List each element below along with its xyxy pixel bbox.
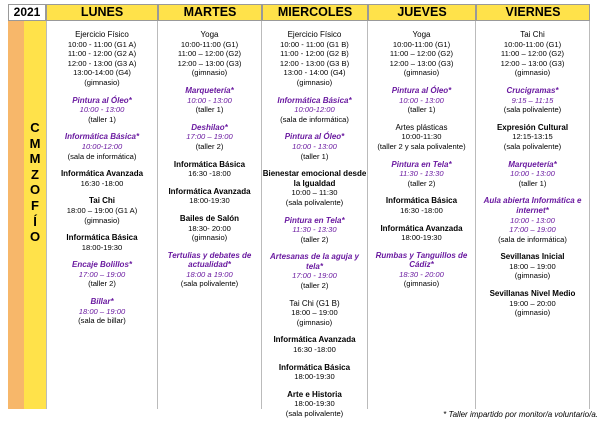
activity-name: Informática Básica* <box>277 95 352 105</box>
activity-time: 18:00 – 19:00 <box>78 306 126 316</box>
activity-name: Tai Chi <box>520 30 545 39</box>
activity-time: 18:00-19:30 <box>294 399 335 409</box>
activity-location: (taller 1) <box>88 114 116 124</box>
vertical-letter: O <box>29 182 41 198</box>
activity-block <box>47 196 157 225</box>
activity-name: Pintura en Tela* <box>391 159 452 169</box>
vertical-letter: Í <box>33 213 37 229</box>
activity-block <box>158 187 261 206</box>
activity-name: Informática Básica <box>385 196 458 206</box>
activity-name: Pintura al Óleo* <box>284 132 345 142</box>
activity-time: 11:00 – 12:00 (G2) <box>500 49 565 59</box>
activity-name: Encaje Bolillos* <box>71 260 133 270</box>
year-label: 2021 <box>8 4 46 21</box>
activity-block <box>158 123 261 152</box>
activity-time: 9:15 – 11:15 <box>511 95 554 105</box>
activity-location: (taller 1) <box>300 151 329 161</box>
activity-location: (taller 1) <box>407 105 436 115</box>
activity-time: 11:00 – 12:00 (G2) <box>177 49 242 59</box>
center-name-vertical <box>24 120 46 245</box>
activity-location: (sala de informática) <box>280 114 349 124</box>
activity-time: 10:00 - 11:00 (G1 A) <box>67 39 137 49</box>
activity-time: 10:00 - 13:00 <box>510 215 555 225</box>
day-header-lunes: LUNES <box>46 4 158 21</box>
activity-block <box>158 251 261 289</box>
activity-location: (gimnasio) <box>514 68 551 78</box>
activity-name: Bienestar emocional desde la Igualdad <box>262 169 367 188</box>
activity-name: Pintura en Tela* <box>284 215 345 225</box>
activity-block <box>476 86 589 115</box>
activity-name: Tai Chi <box>88 196 116 206</box>
activity-location: (gimnasio) <box>403 68 440 78</box>
activity-time: 10:00-12:00 <box>81 141 123 151</box>
activity-time: 11:30 - 13:30 <box>399 169 444 179</box>
activity-name: Yoga <box>200 30 219 39</box>
day-column-jueves <box>368 21 476 409</box>
activity-time: 18:00 a 19:00 <box>186 269 233 279</box>
activity-block <box>262 252 367 290</box>
activity-location: (sala de billar) <box>78 316 126 326</box>
activity-time: 12:00 – 13:00 (G3) <box>177 58 242 68</box>
activity-time: 17:00 – 19:00 <box>78 269 126 279</box>
activity-time: 12:00 – 13:00 (G3) <box>500 58 565 68</box>
activity-location: (sala polivalente) <box>503 105 562 115</box>
activity-name: Billar* <box>90 297 114 307</box>
activity-name: Bailes de Salón <box>179 213 240 223</box>
activity-name: Informática Avanzada <box>380 223 463 233</box>
activity-time: 13:00-14:00 (G4) <box>73 68 131 78</box>
footnote: * Taller impartido por monitor/a voluntario/a. <box>443 410 598 419</box>
activity-time: 10:00 - 13:00 <box>292 141 337 151</box>
activity-time: 10:00 – 11:30 <box>291 188 338 198</box>
activity-location: (sala de informática) <box>67 151 137 161</box>
activity-name: Marquetería* <box>185 85 234 95</box>
activity-time: 10:00 - 13:00 <box>399 95 444 105</box>
activity-block <box>476 289 589 318</box>
activity-block <box>158 86 261 115</box>
activity-block <box>368 160 475 189</box>
vertical-letter: O <box>29 229 41 245</box>
activity-name: Informática Avanzada <box>60 169 144 179</box>
activity-name: Informática Avanzada <box>273 335 356 345</box>
activity-name: Pintura al Óleo* <box>391 85 452 95</box>
activity-block <box>47 96 157 125</box>
activity-time: 18:00 – 19:00 <box>291 308 338 318</box>
activity-block <box>47 132 157 161</box>
activity-location: (taller 1) <box>195 105 224 115</box>
activity-location: (gimnasio) <box>296 317 333 327</box>
activity-block <box>47 30 157 88</box>
activity-location: (taller 2) <box>195 141 224 151</box>
activity-block <box>262 132 367 161</box>
activity-name: Tertulias y debates de actualidad* <box>167 250 252 270</box>
activity-location: (sala de informática) <box>498 234 567 244</box>
activity-location: (taller 2) <box>407 178 436 188</box>
activity-block <box>368 251 475 289</box>
activity-block <box>476 123 589 152</box>
activity-location: (gimnasio) <box>84 77 120 87</box>
activity-block <box>262 363 367 382</box>
activity-location: (taller 2 y sala polivalente) <box>377 141 466 151</box>
activity-time: 12:15-13:15 <box>512 132 553 142</box>
activity-location: (gimnasio) <box>191 68 228 78</box>
activity-time: 12:00 – 13:00 (G3) <box>389 58 454 68</box>
activity-block <box>476 30 589 78</box>
vertical-letter: M <box>29 135 41 151</box>
activity-time: 18:00 – 19:00 <box>509 261 556 271</box>
activity-time: 13:00 - 14:00 (G4) <box>283 68 346 78</box>
activity-time: 18:00-19:30 <box>81 242 123 252</box>
activity-time: 17:00 – 19:00 <box>509 225 556 235</box>
activity-location: (taller 1) <box>518 178 547 188</box>
activity-time: 17:00 – 19:00 <box>186 132 233 142</box>
day-column-viernes <box>476 21 590 409</box>
vertical-letter: M <box>29 151 41 167</box>
activity-block <box>262 390 367 419</box>
activity-time: 16:30 -18:00 <box>188 169 231 179</box>
activity-time: 12:00 - 13:00 (G3 A) <box>67 58 137 68</box>
activity-block <box>47 297 157 326</box>
activity-time: 10:00 - 11:00 (G1 B) <box>280 39 349 49</box>
activity-name: Informática Básica <box>173 159 246 169</box>
activity-name: Sevillanas Nivel Medio <box>489 289 576 299</box>
activity-time: 18:30- 20:00 <box>188 223 231 233</box>
activity-time: 18:00-19:30 <box>189 196 230 206</box>
activity-block <box>158 30 261 78</box>
activity-block <box>158 214 261 243</box>
activity-location: (sala polivalente) <box>180 279 239 289</box>
activity-block <box>262 299 367 328</box>
activity-location: (sala polivalente) <box>285 197 344 207</box>
vertical-letter: F <box>31 197 39 213</box>
activity-time: 18:00 – 19:00 (G1 A) <box>66 205 138 215</box>
activity-time: 10:00-11:00 (G1) <box>392 39 451 49</box>
activity-time: 11:00 - 12:00 (G2 A) <box>67 49 137 59</box>
activity-name: Arte e Historia <box>287 389 342 399</box>
activity-time: 18:30 - 20:00 <box>399 269 444 279</box>
activity-time: 16:30 -18:00 <box>80 178 124 188</box>
activity-time: 11:00 - 12:00 (G2 B) <box>280 49 349 59</box>
activity-time: 16:30 -18:00 <box>293 345 336 355</box>
activity-time: 16:30 -18:00 <box>400 205 443 215</box>
activity-time: 10:00-12:00 <box>294 105 335 115</box>
activity-block <box>476 160 589 189</box>
activity-name: Ejercicio Físico <box>287 30 342 39</box>
activity-time: 19:00 – 20:00 <box>509 298 556 308</box>
activity-time: 10:00 - 13:00 <box>510 169 555 179</box>
activity-block <box>262 169 367 207</box>
activity-name: Yoga <box>412 30 431 39</box>
day-column-lunes <box>46 21 158 409</box>
activity-time: 18:00-19:30 <box>401 233 442 243</box>
activity-location: (gimnasio) <box>403 279 440 289</box>
activity-time: 10:00 - 13:00 <box>79 105 125 115</box>
activity-time: 17:00 - 19:00 <box>292 271 337 281</box>
activity-time: 18:00-19:30 <box>294 372 335 382</box>
activity-time: 10:00-11:30 <box>401 132 442 142</box>
day-header-jueves: JUEVES <box>368 4 476 21</box>
activity-time: 11:00 – 12:00 (G2) <box>389 49 454 59</box>
activity-name: Tai Chi (G1 B) <box>289 298 340 308</box>
activity-name: Deshilao* <box>191 122 228 132</box>
activity-location: (sala polivalente) <box>503 141 562 151</box>
activity-block <box>368 196 475 215</box>
activity-name: Artesanas de la aguja y tela* <box>270 252 359 271</box>
activity-block <box>476 252 589 281</box>
activity-name: Informática Avanzada <box>168 186 251 196</box>
activity-name: Pintura al Óleo* <box>72 95 132 105</box>
activity-location: (gimnasio) <box>514 271 551 281</box>
activity-location: (taller 2) <box>300 234 329 244</box>
activity-block <box>262 30 367 88</box>
day-column-miercoles <box>262 21 368 418</box>
vertical-letter: Z <box>31 166 39 182</box>
activity-location: (sala polivalente) <box>285 409 344 418</box>
activity-time: 11:30 - 13:30 <box>292 225 337 235</box>
activity-name: Informática Básica* <box>64 132 140 142</box>
activity-block <box>368 86 475 115</box>
activity-block <box>262 335 367 354</box>
activity-block <box>476 196 589 244</box>
activity-time: 10:00 - 13:00 <box>187 95 232 105</box>
activity-location: (gimnasio) <box>296 77 333 87</box>
activity-name: Ejercicio Físico <box>75 30 129 39</box>
activity-name: Expresión Cultural <box>496 122 569 132</box>
activity-block <box>262 96 367 125</box>
activity-time: 10:00-11:00 (G1) <box>503 39 562 49</box>
activity-name: Artes plásticas <box>395 122 448 132</box>
activity-block <box>47 260 157 289</box>
activity-name: Crucigramas* <box>506 85 559 95</box>
day-header-martes: MARTES <box>158 4 262 21</box>
activity-block <box>47 233 157 252</box>
activity-block <box>158 160 261 179</box>
activity-location: (gimnasio) <box>191 233 228 243</box>
activity-name: Informática Básica <box>66 233 138 243</box>
activity-name: Informática Básica <box>278 362 351 372</box>
vertical-letter: C <box>30 120 40 135</box>
day-header-viernes: VIERNES <box>476 4 590 21</box>
activity-location: (gimnasio) <box>84 215 120 225</box>
activity-name: Rumbas y Tanguillos de Cádiz* <box>375 250 468 270</box>
activity-block <box>262 216 367 245</box>
activity-name: Sevillanas Inicial <box>500 252 565 262</box>
activity-block <box>47 169 157 188</box>
activity-time: 12:00 - 13:00 (G3 B) <box>279 58 350 68</box>
activity-location: (taller 2) <box>88 279 116 289</box>
orange-side-bar <box>8 21 24 409</box>
activity-time: 10:00-11:00 (G1) <box>180 39 239 49</box>
day-column-martes <box>158 21 262 409</box>
activity-block <box>368 224 475 243</box>
activity-location: (gimnasio) <box>514 308 551 318</box>
activity-name: Aula abierta Informática e internet* <box>483 196 582 215</box>
activity-location: (taller 2) <box>300 281 329 291</box>
activity-block <box>368 123 475 152</box>
activity-name: Marquetería* <box>508 159 557 169</box>
day-header-miercoles: MIERCOLES <box>262 4 368 21</box>
activity-block <box>368 30 475 78</box>
